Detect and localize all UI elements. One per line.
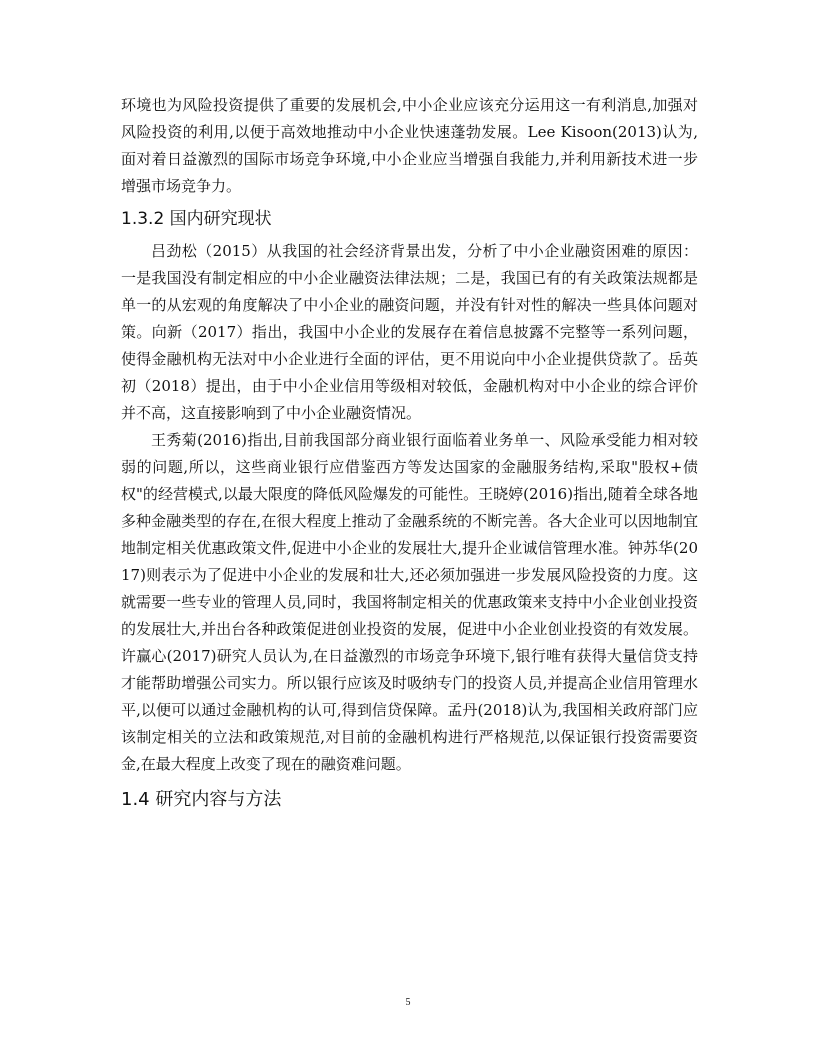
section-heading-1-4: 1.4 研究内容与方法 [121,789,282,810]
paragraph-foreign-research-continued: 环境也为风险投资提供了重要的发展机会,中小企业应该充分运用这一有利消息,加强对风险投资的利用,以便于高效地推动中小企业快速蓬勃发展。Lee Kisoon(2013)认为,面对着日益激烈的国际市场竞争环境,中小企业应当增强自我能力,并利用新技术进一步增强市场竞争力。 [121,96,698,195]
paragraph-domestic-research-1: 吕劲松（2015）从我国的社会经济背景出发，分析了中小企业融资困难的原因：一是我国没有制定相应的中小企业融资法律法规；二是，我国已有的有关政策法规都是单一的从宏观的角度解决了中小企业的融资问题，并没有针对性的解决一些具体问题对策。向新（2017）指出，我国中小企业的发展存在着信息披露不完整等一系列问题，使得金融机构无法对中小企业进行全面的评估，更不用说向中小企业提供贷款了。岳英初（2018）提出，由于中小企业信用等级相对较低，金融机构对中小企业的综合评价并不高，这直接影响到了中小企业融资情况。 [121,242,698,422]
paragraph-domestic-research-2: 王秀菊(2016)指出,目前我国部分商业银行面临着业务单一、风险承受能力相对较弱的问题,所以，这些商业银行应借鉴西方等发达国家的金融服务结构,采取"股权+债权"的经营模式,以最大限度的降低风险爆发的可能性。王晓婷(2016)指出,随着全球各地多种金融类型的存在,在很大程度上推动了金融系统的不断完善。各大企业可以因地制宜地制定相关优惠政策文件,促进中小企业的发展壮大,提升企业诚信管理水准。钟苏华(2017)则表示为了促进中小企业的发展和壮大,还必须加强进一步发展风险投资的力度。这就需要一些专业的管理人员,同时，我国将制定相关的优惠政策来支持中小企业创业投资的发展壮大,并出台各种政策促进创业投资的发展，促进中小企业创业投资的有效发展。许赢心(2017)研究人员认为,在日益激烈的市场竞争环境下,银行唯有获得大量信贷支持才能帮助增强公司实力。所以银行应该及时吸纳专门的投资人员,并提高企业信用管理水平,以便可以通过金融机构的认可,得到信贷保障。孟丹(2018)认为,我国相关政府部门应该制定相关的立法和政策规范,对目前的金融机构进行严格规范,以保证银行投资需要资金,在最大程度上改变了现在的融资难问题。 [121,431,698,773]
section-heading-1-3-2: 1.3.2 国内研究现状 [121,209,272,229]
page-content [121,92,698,816]
page-number: 5 [405,997,411,1008]
